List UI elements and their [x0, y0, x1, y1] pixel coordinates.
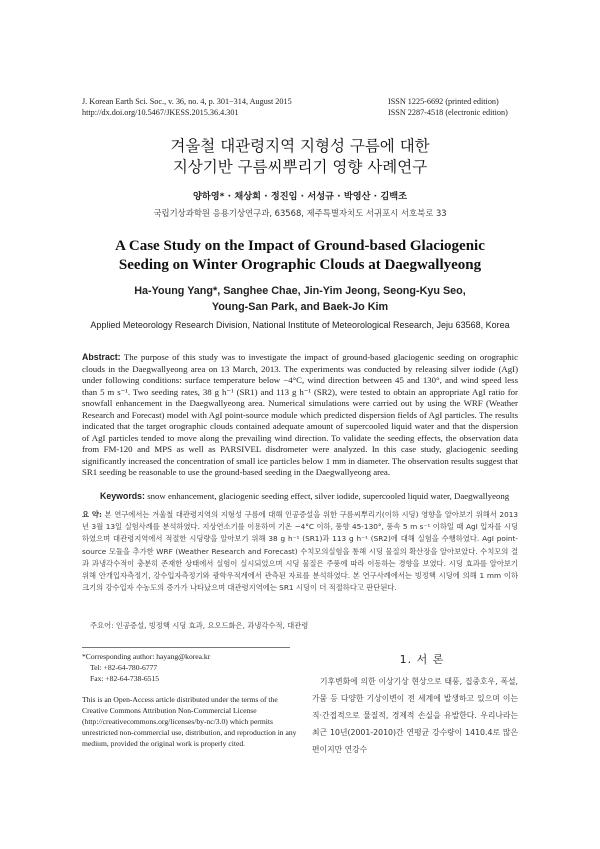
abstract-text: The purpose of this study was to investigate the impact of ground-based glaciogenic seeding on orographic clouds in the Daegwallyeong area on 13 March, 2013. The experiments was conducted by releasing silver iodide (AgI) under following conditions: surface temperature below −4°C, wind direction between 45 and 130°, and wind speed less than 5 m s⁻¹. Two seeding rates, 38 g h⁻¹ (SR1) and 113 g h⁻¹ (SR2), were tested to obtain an appropriate AgI ratio for snowfall enhancement in the Daegwallyeong area. Numerical simulations were carried out by using the WRF (Weather Research and Forecast) model with AgI point-source module which predicted dispersion fields of AgI particles. The results indicated that the target orographic clouds contained adequate amount of supercooled liquid water and that the dispersion of AgI particles tended to move along the prevailing wind direction. To validate the seeding effects, the observation data from FM-120 and MPS as well as PARSIVEL disdrometer were analyzed. In this case study, glaciogenic seeding significantly increased the concentration of small ice particles below 1 mm in diameter. The observation results suggest that SR1 seeding be reasonable to use the ground-based seeding in the Daegwallyeong area.: [82, 352, 518, 477]
abstract-label: Abstract:: [82, 352, 121, 362]
issn-electronic: ISSN 2287-4518 (electronic edition): [388, 108, 508, 117]
korean-title-line2: 지상기반 구름씨뿌리기 영향 사례연구: [172, 158, 428, 176]
keywords-text: snow enhancement, glaciogenic seeding effect, silver iodide, supercooled liquid water, Daegwallyeong: [147, 491, 510, 501]
english-authors-line2: Young-San Park, and Baek-Jo Kim: [211, 301, 389, 313]
corresponding-author: *Corresponding author: hayang@korea.kr: [82, 652, 211, 661]
korean-title-line1: 겨울철 대관령지역 지형성 구름에 대한: [170, 137, 430, 155]
corresponding-fax: Fax: +82-64-738-6515: [90, 674, 160, 683]
korean-abstract-paragraph: [82, 509, 518, 594]
issn-print: ISSN 1225-6692 (printed edition): [388, 97, 499, 106]
english-affiliation: Applied Meteorology Research Division, National Institute of Meteorological Research, Jeju 63568, Korea: [90, 320, 510, 330]
footnote-divider: [82, 647, 290, 648]
introduction-paragraph: 기후변화에 의한 이상기상 현상으로 태풍, 집중호우, 폭설, 가뭄 등 다양한 기상이변이 전 세계에 발생하고 있으며 이는 직·간접적으로 물질적, 경제적 손실을 유발한다. 우리나라는 최근 10년(2001-2010)간 연평균 강수량이 1410.4로 많은 편이지만 연강수: [312, 677, 518, 754]
korean-abstract-text: 본 연구에서는 겨울철 대관령지역의 지형성 구름에 대해 인공증설을 위한 구름씨뿌리기(이하 시딩) 영향을 알아보기 위해서 2013년 3월 13일 실험사례를 분석하였다. 지상연소기를 이용하여 기온 −4°C 이하, 풍향 45-130°, 풍속 5 m s⁻¹ 이하일 때 AgI 입자를 시딩 하였으며 대관령지역에서 적절한 시딩량을 알아보기 위해 38 g h⁻¹ (SR1)과 113 g h⁻¹ (SR2)에 대해 실험을 수행하였다. AgI point-source 모듈을 추가한 WRF (Weather Research and Forecast) 수치모의실험을 통해 시딩 물질의 확산장을 알아보았다. 수치모의 결과 과냉각수적이 충분히 존재한 상태에서 실험이 실시되었으며 시딩 물질은 주풍에 따라 이동하는 경향을 보였다. 시딩 효과를 알아보기 위해 안개입자측정기, 강수입자측정기와 광학우적계에서 관측된 자료를 분석하였다. 본 연구사례에서는 빙정핵 시딩에 의해 1 mm 이하 크기의 강수입자 수농도의 증가가 나타났으며 대관령지역에는 SR1 시딩이 더 적절하다고 판단된다.: [82, 510, 519, 593]
abstract-paragraph: [82, 352, 518, 479]
keywords-line: [100, 491, 518, 503]
korean-abstract-label: 요 약:: [82, 510, 102, 519]
doi-link[interactable]: http://dx.doi.org/10.5467/JKESS.2015.36.4.301: [82, 108, 239, 117]
license-notice: This is an Open-Access article distributed under the terms of the Creative Commons Attribution Non-Commercial License (http://creativecommons.org/licenses/by-nc/3.0) which permits unrestricted non-commercial use, distribution, and reproduction in any medium, provided the original work is properly cited.: [82, 695, 297, 748]
korean-affiliation: 국립기상과학원 응용기상연구과, 63568, 제주특별자치도 서귀포시 서호북로 33: [153, 208, 447, 218]
english-title-line2: Seeding on Winter Orographic Clouds at Daegwallyeong: [118, 257, 482, 273]
english-title-line1: A Case Study on the Impact of Ground-based Glaciogenic: [115, 238, 485, 254]
keywords-label: Keywords:: [100, 491, 145, 501]
english-authors-line1: Ha-Young Yang*, Sanghee Chae, Jin-Yim Jeong, Seong-Kyu Seo,: [134, 285, 466, 297]
korean-authors: 양하영* · 채상희 · 정진임 · 서성규 · 박영산 · 김백조: [193, 191, 407, 202]
korean-keywords: 주요어: 인공증설, 빙정핵 시딩 효과, 요오드화은, 과냉각수적, 대관령: [90, 621, 309, 630]
journal-citation: J. Korean Earth Sci. Soc., v. 36, no. 4, p. 301−314, August 2015: [82, 97, 292, 106]
section-heading-introduction: 1. 서 론: [399, 653, 445, 666]
corresponding-tel: Tel: +82-64-780-6777: [90, 663, 158, 672]
